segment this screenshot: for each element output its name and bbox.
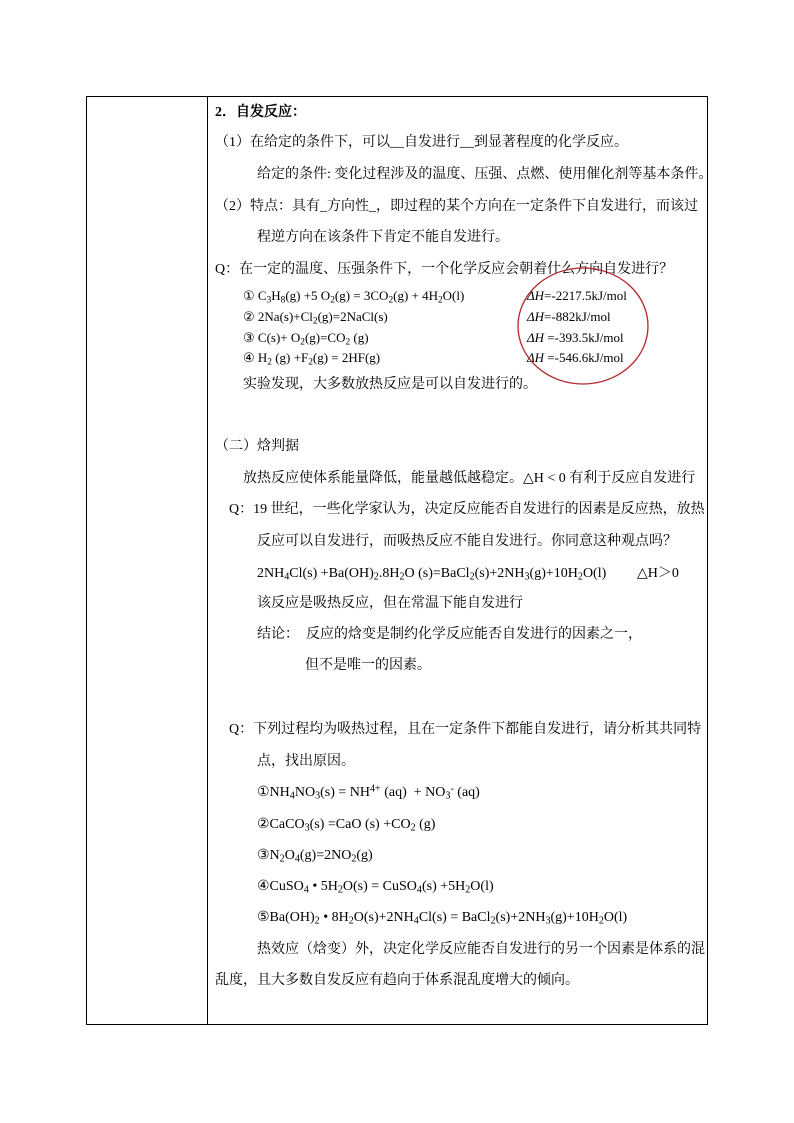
- subscript: 8: [280, 295, 286, 306]
- example-enthalpy: △H＞0: [637, 566, 679, 581]
- reaction-equation-4: ④ $H_2$ $(g) +F_2(g) = 2HF(g)$: [243, 350, 381, 368]
- subscript: 4: [284, 571, 290, 583]
- subscript: 2: [330, 295, 335, 306]
- subscript: 2: [577, 571, 583, 583]
- reaction-equation-3: ③ $C(s)+ O_2(g)=CO_2$ (g): [243, 330, 369, 348]
- subscript: 3: [445, 790, 451, 802]
- lesson-table: [86, 96, 713, 1025]
- entropy-explanation-line-2: 乱度，且大多数自发反应有趋向于体系混乱度增大的倾向。: [215, 973, 579, 988]
- subscript: 3: [545, 915, 551, 927]
- reaction-enthalpy-3: ΔH =-393.5kJ/mol: [527, 330, 624, 345]
- subscript: 2: [410, 822, 416, 834]
- process-equation-1: $①NH_4NO_3(s) = NH^{4+}$ $(aq) + NO_3^-$ (aq): [257, 783, 480, 802]
- subscript: 2: [399, 571, 405, 583]
- enthalpy-highlight-circle: [516, 266, 650, 386]
- reaction-enthalpy-1: ΔH=-2217.5kJ/mol: [527, 288, 627, 303]
- subscript: 2: [345, 337, 351, 348]
- subscript: 2: [351, 853, 357, 865]
- example-note: 该反应是吸热反应，但在常温下能自发进行: [257, 596, 523, 611]
- historical-question-line-1: Q：19 世纪，一些化学家认为，决定反应能否自发进行的因素是反应热，放热: [229, 502, 705, 517]
- conditions-note: 给定的条件: 变化过程涉及的温度、压强、点燃、使用催化剂等基本条件。: [257, 167, 713, 182]
- experimental-finding: 实验发现，大多数放热反应是可以自发进行的。: [243, 377, 537, 392]
- subscript: 2: [438, 295, 443, 306]
- subscript: 4: [294, 853, 300, 865]
- subscript: 4: [289, 790, 295, 802]
- subscript: 2: [490, 915, 496, 927]
- subscript: 2: [337, 884, 343, 896]
- entropy-explanation-line-1: 热效应（焓变）外，决定化学反应能否自发进行的另一个因素是体系的混: [257, 942, 705, 957]
- reaction-equation-2: ② $2Na(s)+Cl_2(g)=2NaCl(s)$: [243, 309, 388, 327]
- process-equation-3: $③N_2O_4(g)=2NO_2(g)$: [257, 848, 373, 865]
- subscript: 2: [388, 295, 394, 306]
- definition-line: （1）在给定的条件下，可以__自发进行__到显著程度的化学反应。: [215, 135, 628, 150]
- process-equation-5: $⑤Ba(OH)_2$ • $8H_2O(s)+2NH_4Cl(s)$ = $BaCl_2(s)+2NH_3(g)+10H_2O(l)$: [257, 910, 628, 927]
- feature-line-1: （2）特点：具有_方向性_，即过程的某个方向在一定条件下自发进行，而该过: [215, 199, 698, 214]
- italic-symbol: ΔH: [527, 288, 545, 303]
- reaction-enthalpy-2: ΔH=-882kJ/mol: [527, 309, 611, 324]
- endothermic-question-line-2: 点，找出原因。: [257, 754, 355, 769]
- subscript: 2: [465, 884, 471, 896]
- subscript: 2: [373, 571, 379, 583]
- historical-question-line-2: 反应可以自发进行，而吸热反应不能自发进行。你同意这种观点吗？: [257, 534, 677, 549]
- subscript: 2: [469, 571, 475, 583]
- italic-symbol: ΔH: [527, 309, 545, 324]
- subscript: 2: [267, 357, 272, 368]
- subscript: 4: [416, 884, 422, 896]
- subscript: 3: [304, 822, 310, 834]
- direction-question: Q：在一定的温度、压强条件下，一个化学反应会朝着什么方向自发进行？: [215, 262, 674, 277]
- subscript: 2: [308, 357, 313, 368]
- subscript: 3: [315, 790, 321, 802]
- superscript: -: [450, 783, 454, 795]
- subscript: 3: [524, 571, 530, 583]
- subscript: 2: [314, 915, 320, 927]
- subscript: 2: [312, 316, 318, 327]
- subscript: 4: [303, 884, 309, 896]
- superscript: 4+: [370, 783, 381, 795]
- process-equation-4: ④CuSO$_4$ • $5H_2O(s)$ = CuSO$_4$(s) $+5H_2O(l)$: [257, 879, 494, 896]
- conclusion-line-2: 但不是唯一的因素。: [305, 658, 431, 673]
- enthalpy-statement: 放热反应使体系能量降低，能量越低越稳定。△H < 0 有利于反应自发进行: [243, 471, 696, 486]
- endothermic-question-line-1: Q：下列过程均为吸热过程，且在一定条件下都能自发进行，请分析其共同特: [229, 722, 702, 737]
- subscript: 2: [348, 915, 354, 927]
- conclusion-line-1: 结论： 反应的焓变是制约化学反应能否自发进行的因素之一，: [257, 627, 642, 642]
- process-equation-2: ②CaCO$_3$(s) =CaO $(s) +CO_2$ (g): [257, 817, 436, 834]
- subscript: 2: [279, 853, 285, 865]
- reaction-enthalpy-4: ΔH =-546.6kJ/mol: [527, 350, 624, 365]
- italic-symbol: ΔH: [527, 330, 545, 345]
- highlight-ellipse: [518, 268, 648, 384]
- subscript: 3: [266, 295, 272, 306]
- reaction-equation-1: ① $C_3H_8(g) +5$ $O_2(g) = 3CO_2(g) + 4H_2O(l)$: [243, 288, 465, 306]
- right-cell: [208, 97, 713, 1024]
- subscript: 4: [413, 915, 419, 927]
- subscript: 2: [598, 915, 604, 927]
- subscript: 2: [300, 337, 305, 348]
- section-title: 2．自发反应：: [215, 105, 306, 120]
- italic-symbol: ΔH: [527, 350, 545, 365]
- example-equation: $2NH_4Cl(s) +Ba(OH)_2.8H_2O$ $(s)=BaCl_2(s)+2NH_3(g)+10H_2O(l)$: [257, 566, 607, 583]
- left-cell: [87, 97, 208, 1024]
- feature-line-2: 程逆方向在该条件下肯定不能自发进行。: [257, 230, 509, 245]
- enthalpy-criterion-heading: （二）焓判据: [215, 439, 299, 454]
